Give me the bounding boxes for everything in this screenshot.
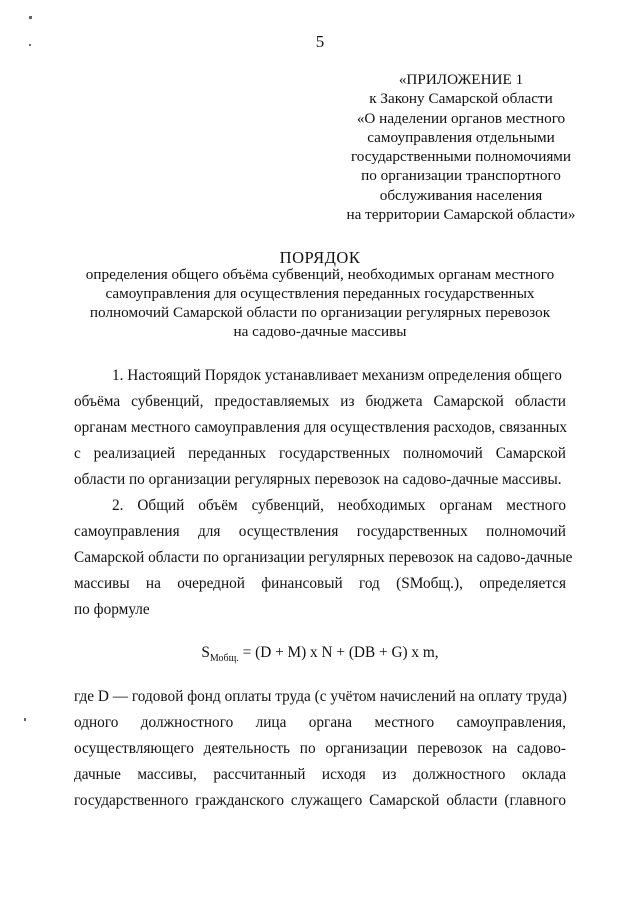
subtitle-line: полномочий Самарской области по организации регулярных перевозок xyxy=(89,304,551,321)
formula-subscript: Мобщ. xyxy=(209,653,239,665)
appendix-line: самоуправления отдельными xyxy=(367,128,555,146)
appendix-line: по организации транспортного xyxy=(361,167,561,185)
paragraph-line: где D — годовой фонд оплаты труда (с учётом начислений на оплату труда) xyxy=(74,688,567,705)
formula-rhs: = (D + M) x N + (DB + G) x m, xyxy=(238,644,439,661)
paragraph-line: объёма субвенций, предоставляемых из бюджета Самарской области xyxy=(74,393,566,410)
paragraph-line: одного должностного лица органа местного самоуправления, xyxy=(74,714,566,731)
paragraph-line: 2. Общий объём субвенций, необходимых органам местного xyxy=(112,497,566,514)
paragraph-line: массивы на очередной финансовый год (SМобщ.), определяется xyxy=(74,575,566,592)
paragraph-line: Самарской области по организации регулярных перевозок на садово-дачные xyxy=(74,549,573,566)
appendix-line: на территории Самарской области» xyxy=(346,206,576,224)
paragraph-line: осуществляющего деятельность по организации перевозок на садово- xyxy=(74,740,566,757)
document-title: ПОРЯДОК xyxy=(279,248,361,267)
paragraph-line: по формуле xyxy=(74,601,150,618)
page-number: 5 xyxy=(315,32,325,51)
appendix-line: «О наделении органов местного xyxy=(356,109,566,127)
document-subtitle xyxy=(60,265,580,341)
paragraph-line: дачные массивы, рассчитанный исходя из должностного оклада xyxy=(74,766,566,783)
appendix-line: «ПРИЛОЖЕНИЕ 1 xyxy=(398,71,524,88)
appendix-line: государственными полномочиями xyxy=(350,148,572,166)
appendix-line: обслуживания населения xyxy=(379,186,543,204)
paragraph-line: государственного гражданского служащего Самарской области (главного xyxy=(74,792,566,809)
scan-mark xyxy=(24,718,26,721)
paragraph-line: органам местного самоуправления для осуществления расходов, связанных xyxy=(74,419,568,436)
scan-mark xyxy=(29,16,32,19)
paragraph-line: 1. Настоящий Порядок устанавливает механизм определения общего xyxy=(112,367,562,384)
paragraph-line: области по организации регулярных перевозок на садово-дачные массивы. xyxy=(74,471,562,488)
subtitle-line: на садово-дачные массивы xyxy=(233,323,407,340)
paragraph-line: с реализацией переданных государственных полномочий Самарской xyxy=(74,445,566,462)
appendix-header xyxy=(330,70,592,224)
formula-lhs: S xyxy=(201,644,210,661)
formula xyxy=(0,644,640,664)
subtitle-line: определения общего объёма субвенций, необходимых органам местного xyxy=(85,266,555,283)
appendix-line: к Закону Самарской области xyxy=(369,90,553,108)
paragraph-line: самоуправления для осуществления государственных полномочий xyxy=(74,523,566,540)
subtitle-line: самоуправления для осуществления переданных государственных xyxy=(105,285,535,302)
